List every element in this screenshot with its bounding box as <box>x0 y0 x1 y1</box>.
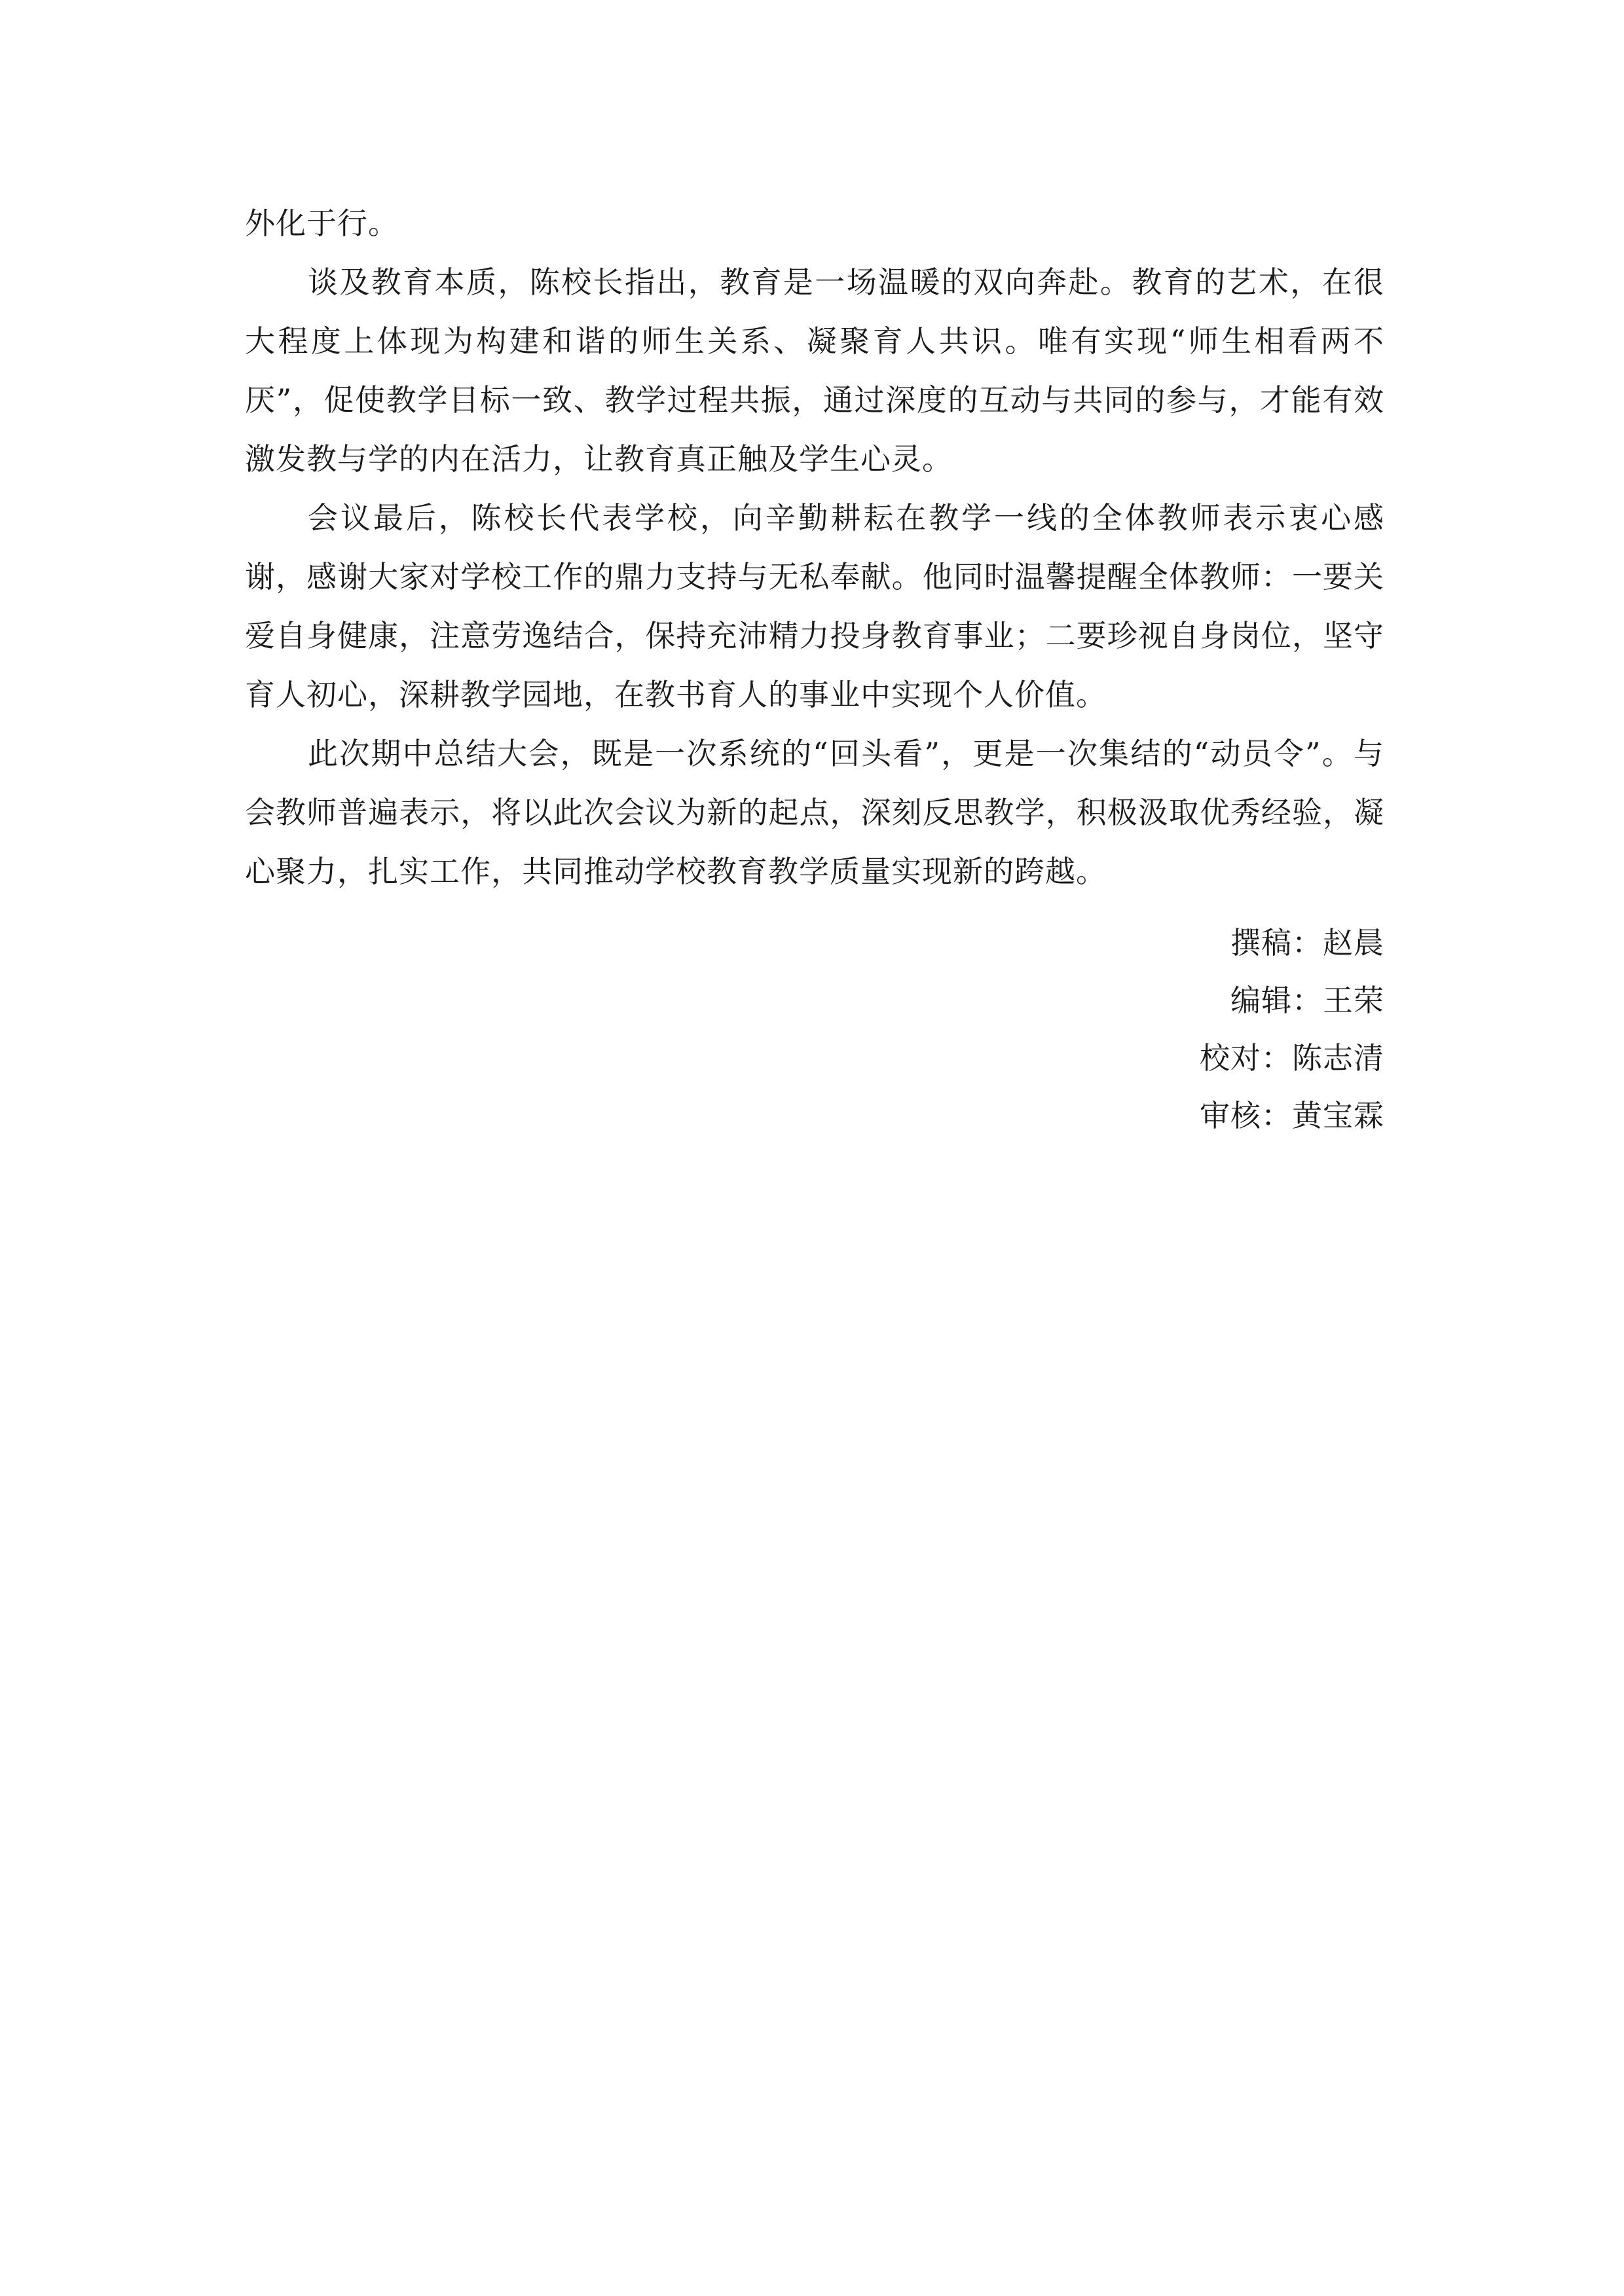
article-body <box>245 194 1384 901</box>
credits-block <box>1200 914 1384 1144</box>
paragraph-closing-remarks: 会议最后，陈校长代表学校，向辛勤耕耘在教学一线的全体教师表示衷心感谢，感谢大家对学校工作的鼎力支持与无私奉献。他同时温馨提醒全体教师：一要关爱自身健康，注意劳逸结合，保持充沛精力投身教育事业；二要珍视自身岗位，坚守育人初心，深耕教学园地，在教书育人的事业中实现个人价值。 <box>245 500 1384 712</box>
credit-reviewer: 审核：黄宝霖 <box>1200 1098 1384 1133</box>
paragraph-summary: 此次期中总结大会，既是一次系统的“回头看”，更是一次集结的“动员令”。与会教师普遍表示，将以此次会议为新的起点，深刻反思教学，积极汲取优秀经验，凝心聚力，扎实工作，共同推动学校教育教学质量实现新的跨越。 <box>245 736 1384 889</box>
credit-writer: 撰稿：赵晨 <box>1230 925 1384 960</box>
paragraph-continuation: 外化于行。 <box>245 206 399 241</box>
paragraph-education-essence: 谈及教育本质，陈校长指出，教育是一场温暖的双向奔赴。教育的艺术，在很大程度上体现为构建和谐的师生关系、凝聚育人共识。唯有实现“师生相看两不厌”，促使教学目标一致、教学过程共振，通过深度的互动与共同的参与，才能有效激发教与学的内在活力，让教育真正触及学生心灵。 <box>245 264 1384 477</box>
credit-editor: 编辑：王荣 <box>1230 983 1384 1018</box>
credit-proofreader: 校对：陈志清 <box>1200 1040 1384 1076</box>
